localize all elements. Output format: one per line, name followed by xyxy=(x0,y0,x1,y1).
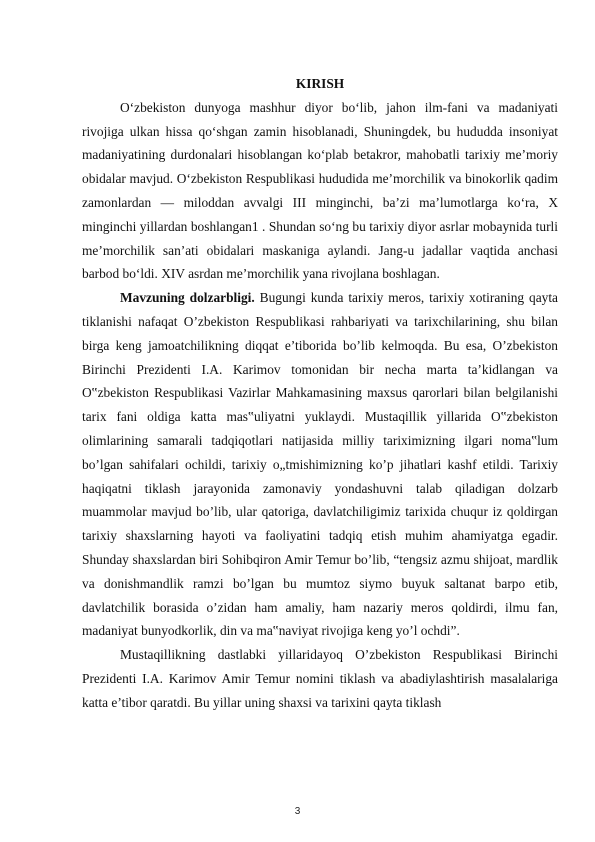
page-number: 3 xyxy=(294,806,301,817)
paragraph-intro xyxy=(82,96,558,286)
paragraph-independence xyxy=(82,643,558,714)
paragraph-intro-text: O‘zbekiston dunyoga mashhur diyor bo‘lib, jahon ilm-fani va madaniyati rivojiga ulkan hissa qo‘shgan zamin hisoblanadi, Shuningdek, bu hududda insoniyat madaniyatining durdonalari hisoblangan ko‘plab betakror, mahobatli tarixiy me’moriy obidalar mavjud. O‘zbekiston Respublikasi hududida me’morchilik va binokorlik qadim zamonlardan — miloddan avvalgi III minginchi, ba’zi ma’lumotlarga ko‘ra, X minginchi yillardan boshlangan1 . Shundan so‘ng bu tarixiy diyor asrlar mobaynida turli me’morchilik san’ati obidalari maskaniga aylandi. Jang-u jadallar vaqtida anchasi barbod bo‘ldi. XIV asrdan me’morchilik yana rivojlana boshlagan. xyxy=(82,99,558,282)
paragraph-relevance-text: Bugungi kunda tarixiy meros, tarixiy xotiraning qayta tiklanishi nafaqat O’zbekiston Respublikasi rahbariyati va tarixchilarining, shu bilan birga keng jamoatchilikning diqqat e’tiborida bo’lib kelmoqda. Bu esa, O’zbekiston Birinchi Prezidenti I.A. Karimov tomonidan bir necha marta ta’kidlangan va O‟zbekiston Respublikasi Vazirlar Mahkamasining maxsus qarorlari bilan belgilanishi tarix fani oldiga katta mas‟uliyatni yuklaydi. Mustaqillik yillarida O‟zbekiston olimlarining samarali tadqiqotlari natijasida milliy tariximizning ilgari noma‟lum bo’lgan sahifalari ochildi, tarixiy o„tmishimizning ko’p jihatlari kashf etildi. Tarixiy haqiqatni tiklash jarayonida zamonaviy yondashuvni talab qiladigan dolzarb muammolar mavjud bo’lib, ular qatoriga, davlatchiligimiz tarixida chuqur iz qoldirgan tarixiy shaxslarning hayoti va faoliyatini tadqiq etish muhim ahamiyatga egadir. Shunday shaxslardan biri Sohibqiron Amir Temur bo’lib, “tengsiz azmu shijoat, mardlik va donishmandlik ramzi bo’lgan bu mumtoz siymo buyuk saltanat barpo etib, davlatchilik borasida o’zidan ham amaliy, ham nazariy meros qoldirdi, ilmu fan, madaniyat bunyodkorlik, din va ma‟naviyat rivojiga keng yo’l ochdi”. xyxy=(82,290,558,639)
document-page xyxy=(82,72,558,715)
paragraph-relevance xyxy=(82,286,558,643)
section-title: KIRISH xyxy=(295,76,345,91)
paragraph-independence-text: Mustaqillikning dastlabki yillaridayoq O’zbekiston Respublikasi Birinchi Prezidenti I.A. Karimov Amir Temur nomini tiklash va abadiylashtirish masalalariga katta e’tibor qaratdi. Bu yillar uning shaxsi va tarixini qayta tiklash xyxy=(82,647,558,710)
relevance-heading: Mavzuning dolzarbligi. xyxy=(120,290,255,306)
